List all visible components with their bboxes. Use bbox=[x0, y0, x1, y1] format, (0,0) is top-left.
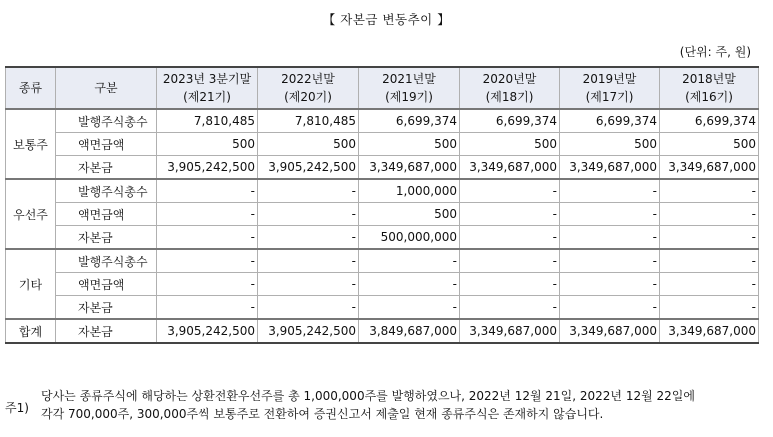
value-cell: 3,349,687,000 bbox=[560, 156, 660, 180]
table-row bbox=[6, 249, 759, 273]
value-cell: 500 bbox=[660, 133, 759, 156]
group-cell-preferred: 우선주 bbox=[6, 179, 56, 249]
value-cell: - bbox=[359, 296, 460, 320]
item-cell: 자본금 bbox=[56, 156, 157, 180]
value-cell: 3,349,687,000 bbox=[460, 319, 560, 343]
footnote-mark: 주1) bbox=[5, 401, 29, 415]
value-cell: - bbox=[157, 249, 258, 273]
value-cell: - bbox=[460, 273, 560, 296]
value-cell: 3,849,687,000 bbox=[359, 319, 460, 343]
value-cell: - bbox=[258, 226, 359, 250]
value-cell: - bbox=[460, 203, 560, 226]
footnote-line: 당사는 종류주식에 해당하는 상환전환우선주를 총 1,000,000주를 발행하였으나, 2022년 12월 21일, 2022년 12월 22일에 bbox=[41, 389, 695, 403]
value-cell: - bbox=[660, 249, 759, 273]
header-row bbox=[6, 67, 759, 109]
value-cell: - bbox=[460, 179, 560, 203]
header-cell-period: 2018년말 (제16기) bbox=[660, 67, 759, 109]
header-cell-type: 종류 bbox=[6, 67, 56, 109]
value-cell: - bbox=[560, 249, 660, 273]
header-cell-period: 2022년말 (제20기) bbox=[258, 67, 359, 109]
value-cell: 500,000,000 bbox=[359, 226, 460, 250]
table-title: 【 자본금 변동추이 】 bbox=[322, 12, 451, 27]
value-cell: - bbox=[258, 249, 359, 273]
value-cell: 1,000,000 bbox=[359, 179, 460, 203]
value-cell: - bbox=[258, 273, 359, 296]
value-cell: 6,699,374 bbox=[560, 109, 660, 133]
value-cell: 500 bbox=[460, 133, 560, 156]
item-cell: 발행주식총수 bbox=[56, 249, 157, 273]
value-cell: - bbox=[157, 226, 258, 250]
value-cell: - bbox=[460, 296, 560, 320]
header-cell-period: 2023년 3분기말 (제21기) bbox=[157, 67, 258, 109]
group-cell-common: 보통주 bbox=[6, 109, 56, 179]
value-cell: - bbox=[157, 203, 258, 226]
table-row bbox=[6, 203, 759, 226]
value-cell: 3,905,242,500 bbox=[258, 319, 359, 343]
value-cell: 3,905,242,500 bbox=[157, 156, 258, 180]
value-cell: 3,349,687,000 bbox=[660, 156, 759, 180]
item-cell: 액면금액 bbox=[56, 133, 157, 156]
table-row bbox=[6, 179, 759, 203]
footnote-line: 각각 700,000주, 300,000주씩 보통주로 전환하여 증권신고서 제출일 현재 종류주식은 존재하지 않습니다. bbox=[41, 407, 604, 421]
value-cell: - bbox=[258, 179, 359, 203]
value-cell: 6,699,374 bbox=[359, 109, 460, 133]
item-cell: 자본금 bbox=[56, 296, 157, 320]
item-cell: 액면금액 bbox=[56, 203, 157, 226]
table-row bbox=[6, 109, 759, 133]
value-cell: 3,905,242,500 bbox=[157, 319, 258, 343]
item-cell: 자본금 bbox=[56, 226, 157, 250]
total-row bbox=[6, 319, 759, 343]
value-cell: - bbox=[560, 226, 660, 250]
value-cell: - bbox=[560, 296, 660, 320]
value-cell: 500 bbox=[359, 203, 460, 226]
value-cell: - bbox=[660, 203, 759, 226]
table-row bbox=[6, 156, 759, 180]
group-cell-total: 합계 bbox=[6, 319, 56, 343]
value-cell: - bbox=[157, 179, 258, 203]
capital-change-table bbox=[5, 66, 759, 344]
header-cell-period: 2019년말 (제17기) bbox=[560, 67, 660, 109]
table-row bbox=[6, 273, 759, 296]
header-cell-period: 2021년말 (제19기) bbox=[359, 67, 460, 109]
value-cell: - bbox=[359, 273, 460, 296]
value-cell: 3,349,687,000 bbox=[560, 319, 660, 343]
value-cell: - bbox=[359, 249, 460, 273]
value-cell: 500 bbox=[157, 133, 258, 156]
value-cell: 6,699,374 bbox=[460, 109, 560, 133]
value-cell: - bbox=[660, 226, 759, 250]
value-cell: 7,810,485 bbox=[157, 109, 258, 133]
header-cell-period: 2020년말 (제18기) bbox=[460, 67, 560, 109]
value-cell: 500 bbox=[560, 133, 660, 156]
item-cell: 자본금 bbox=[56, 319, 157, 343]
value-cell: 3,349,687,000 bbox=[460, 156, 560, 180]
value-cell: - bbox=[560, 179, 660, 203]
value-cell: 3,905,242,500 bbox=[258, 156, 359, 180]
value-cell: - bbox=[560, 273, 660, 296]
value-cell: - bbox=[258, 203, 359, 226]
value-cell: - bbox=[660, 296, 759, 320]
item-cell: 발행주식총수 bbox=[56, 109, 157, 133]
table-row bbox=[6, 296, 759, 320]
unit-label: (단위: 주, 원) bbox=[679, 45, 751, 59]
value-cell: - bbox=[157, 273, 258, 296]
item-cell: 액면금액 bbox=[56, 273, 157, 296]
group-cell-other: 기타 bbox=[6, 249, 56, 319]
value-cell: 500 bbox=[258, 133, 359, 156]
value-cell: 3,349,687,000 bbox=[660, 319, 759, 343]
header-cell-category: 구분 bbox=[56, 67, 157, 109]
value-cell: - bbox=[460, 226, 560, 250]
item-cell: 발행주식총수 bbox=[56, 179, 157, 203]
value-cell: - bbox=[560, 203, 660, 226]
value-cell: 500 bbox=[359, 133, 460, 156]
value-cell: 6,699,374 bbox=[660, 109, 759, 133]
value-cell: - bbox=[660, 179, 759, 203]
value-cell: 3,349,687,000 bbox=[359, 156, 460, 180]
value-cell: - bbox=[660, 273, 759, 296]
value-cell: 7,810,485 bbox=[258, 109, 359, 133]
value-cell: - bbox=[157, 296, 258, 320]
value-cell: - bbox=[460, 249, 560, 273]
value-cell: - bbox=[258, 296, 359, 320]
table-row bbox=[6, 133, 759, 156]
table-row bbox=[6, 226, 759, 250]
